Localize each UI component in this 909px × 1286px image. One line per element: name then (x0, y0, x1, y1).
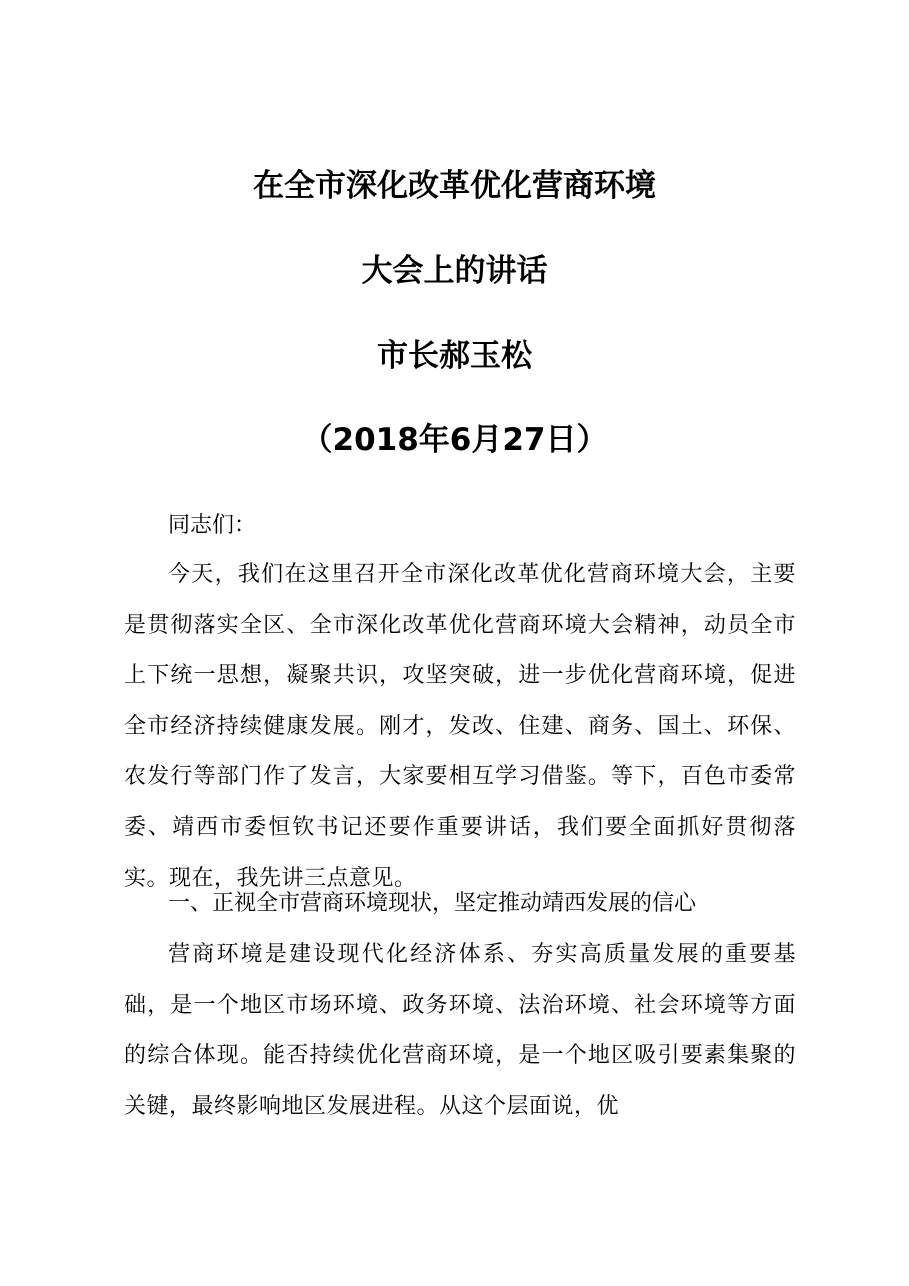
speaker-name: 市长郝玉松 (377, 338, 532, 374)
speech-date: （2018年6月27日） (301, 422, 608, 458)
section-heading-1: 一、正视全市营商环境现状，坚定推动靖西发展的信心 (168, 891, 697, 916)
paragraph-opening: 今天，我们在这里召开全市深化改革优化营商环境大会，主要是贯彻落实全区、全市深化改革优化营商环境大会精神，动员全市上下统一思想，凝聚共识，攻坚突破，进一步优化营商环境，促进全市经济持续健康发展。刚才，发改、住建、商务、国土、环保、农发行等部门作了发言，大家要相互学习借鉴。等下，百色市委常委、靖西市委恒钦书记还要作重要讲话，我们要全面抓好贯彻落实。现在，我先讲三点意见。 (124, 562, 796, 891)
salutation: 同志们： (168, 513, 257, 538)
paragraph-business-environment: 营商环境是建设现代化经济体系、夯实高质量发展的重要基础，是一个地区市场环境、政务环境、法治环境、社会环境等方面的综合体现。能否持续优化营商环境，是一个地区吸引要素集聚的关键，最终影响地区发展进程。从这个层面说，优 (124, 942, 796, 1119)
title-line-2: 大会上的讲话 (361, 253, 548, 289)
title-line-1: 在全市深化改革优化营商环境 (253, 168, 656, 204)
